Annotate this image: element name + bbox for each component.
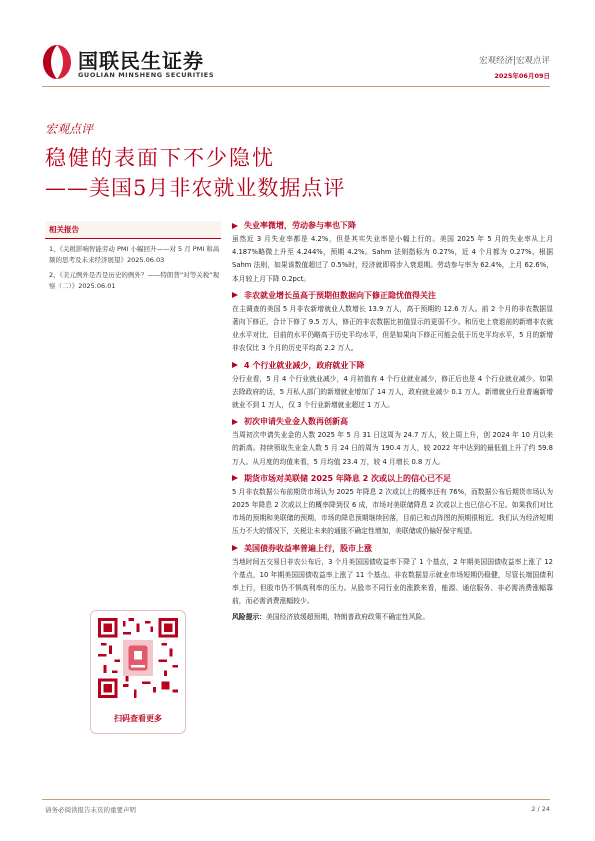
related-report-link[interactable]: 2、《美元例外是否是历史的例外？——特朗普“对等关税”观察（二）》2025.06.01 [49,271,220,290]
related-reports-heading: 相关报告 [45,221,221,239]
bullet-triangle-icon [232,545,238,551]
section-paragraph: 当地时间五交易日非农公布后，3 个月美国国债收益率下降了 1 个基点，2 年期美国国债收益率上涨了 12 个基点，10 年期美国国债收益率上涨了 11 个基点。非农数据显示就业市场短期仍稳健，尽管长端国债利率上行，但股市仍不惧高利率的压力。从股市不同行业的涨跌来看，能源、通信服务、非必需消费涨幅靠前，而必需消费涨幅较少。 [232,557,553,606]
report-title: 稳健的表面下不少隐忧 [45,146,275,170]
bullet-triangle-icon [232,362,238,368]
related-report-link[interactable]: 1、《关税影响智能劳动 PMI 小幅回升——对 5 月 PMI 和高频的思考及未来经济展望》2025.06.03 [49,245,220,264]
page-header [0,0,595,88]
section-paragraph: 虽然近 3 月失业率都是 4.2%，但是其实失业率是小幅上行的。美国 2025 年 5 月的失业率从上月 4.187%略微上升至 4.244%，预期 4.2%。Sahm 法则指标为 0.27%，近 4 个月都为 0.27%。根据 Sahm 法则，如果该数值超过了 0.5%时，经济就即将步入衰退期。劳动参与率为 62.4%，上月 62.6%，本月较上月下降 0.2pct。 [232,235,553,283]
page-number: 2 / 24 [531,805,550,813]
section-heading [232,219,553,232]
bullet-triangle-icon [232,223,238,229]
brand-name-cn: 国联民生证券 [78,49,204,73]
report-body [232,219,553,623]
risk-warning [232,611,553,623]
section-paragraph: 当周初次申请失业金的人数 2025 年 5 月 31 日这周为 24.7 万人，较上周上升，创 2024 年 10 月以来的新高。持续领取失业金人数 5 月 24 日的周为 190.4 万人，较 2022 年中达到的最低值上升了约 59.8 万人。从月度的均值来看，5 月均值 23.4 万，较 4 月增长 0.8 万人。 [232,431,553,466]
risk-warning-text: 美国经济放缓超预期，特朗普政府政策不确定性风险。 [265,613,430,622]
section-paragraph: 在主调查的美国 5 月非农新增就业人数增长 13.9 万人，高于预期的 12.6 万人。前 2 个月的非农数据显著向下修正，合计下修了 9.5 万人，修正的非农数据比初值显示的更弱不少。和历史上衰退前的新增非农就业水平对比，目前的水平仍略高于历史平均水平，但是如果向下修正可能会低于历史平均水平，5 月的新增非农仅比 3 个月的历史平均高 2.2 万人。 [232,304,553,353]
section-heading [232,472,553,485]
risk-warning-label: 风险提示： [232,613,266,622]
related-reports-panel [45,221,221,291]
section-heading [232,289,553,302]
bullet-triangle-icon [232,292,238,298]
report-subtitle: ——美国5月非农就业数据点评 [45,176,346,200]
section-paragraph: 5 月非农数据公布前期货市场认为 2025 年降息 2 次或以上的概率还有 76%，而数据公布后期货市场认为 2025 年降息 2 次或以上的概率降到仅 6 成，市场对美联储降息 2 次或以上也已信心不足。如果我们对比市场的预期和美联储的预期，市场的降息预期继续回落，目前已和点阵图的预期很相近。我们认为经济短期压力不大的情况下，关税让未来的通胀不确定性增加，美联储或仍偏好保守观望。 [232,487,553,536]
report-date: 2025年06月09日 [494,72,550,80]
qr-caption: 扫码查看更多 [114,714,162,723]
report-category: 宏观点评 [45,122,94,136]
section-heading-text: 4 个行业就业减少，政府就业下降 [244,360,365,370]
section-heading-text: 期货市场对美联储 2025 年降息 2 次或以上的信心已不足 [244,473,451,483]
qr-code-card[interactable] [90,610,186,734]
section-heading [232,359,553,372]
section-heading-text: 非农就业增长虽高于预期但数据向下修正隐忧值得关注 [244,290,436,300]
brand-name-en: GUOLIAN MINSHENG SECURITIES [78,71,215,79]
footer-disclaimer: 请务必阅读报告末页的重要声明 [45,806,136,814]
bullet-triangle-icon [232,419,238,425]
section-heading-text: 美国债券收益率普遍上行，股市上涨 [244,543,372,553]
document-type: 宏观经济|宏观点评 [479,56,550,66]
qr-code-icon [98,618,178,698]
section-heading [232,415,553,428]
bullet-triangle-icon [232,475,238,481]
section-heading-text: 失业率微增，劳动参与率也下降 [244,221,356,230]
section-heading [232,542,553,555]
section-heading-text: 初次申请失业金人数再创新高 [244,417,348,427]
header-divider [42,86,550,87]
footer-divider [42,799,550,800]
guolian-logo-icon [42,44,72,80]
section-paragraph: 分行业看，5 月 4 个行业就业减少，4 月初值有 4 个行业就业减少，修正后也是 4 个行业就业减少。如果去除政府的话，5 月私人部门的新增就业增加了 14 万人，政府就业减少 0.1 万人。新增就业行业普遍新增就业不到 1 万人，仅 3 个行业新增就业超过 1 万人。 [232,374,553,410]
